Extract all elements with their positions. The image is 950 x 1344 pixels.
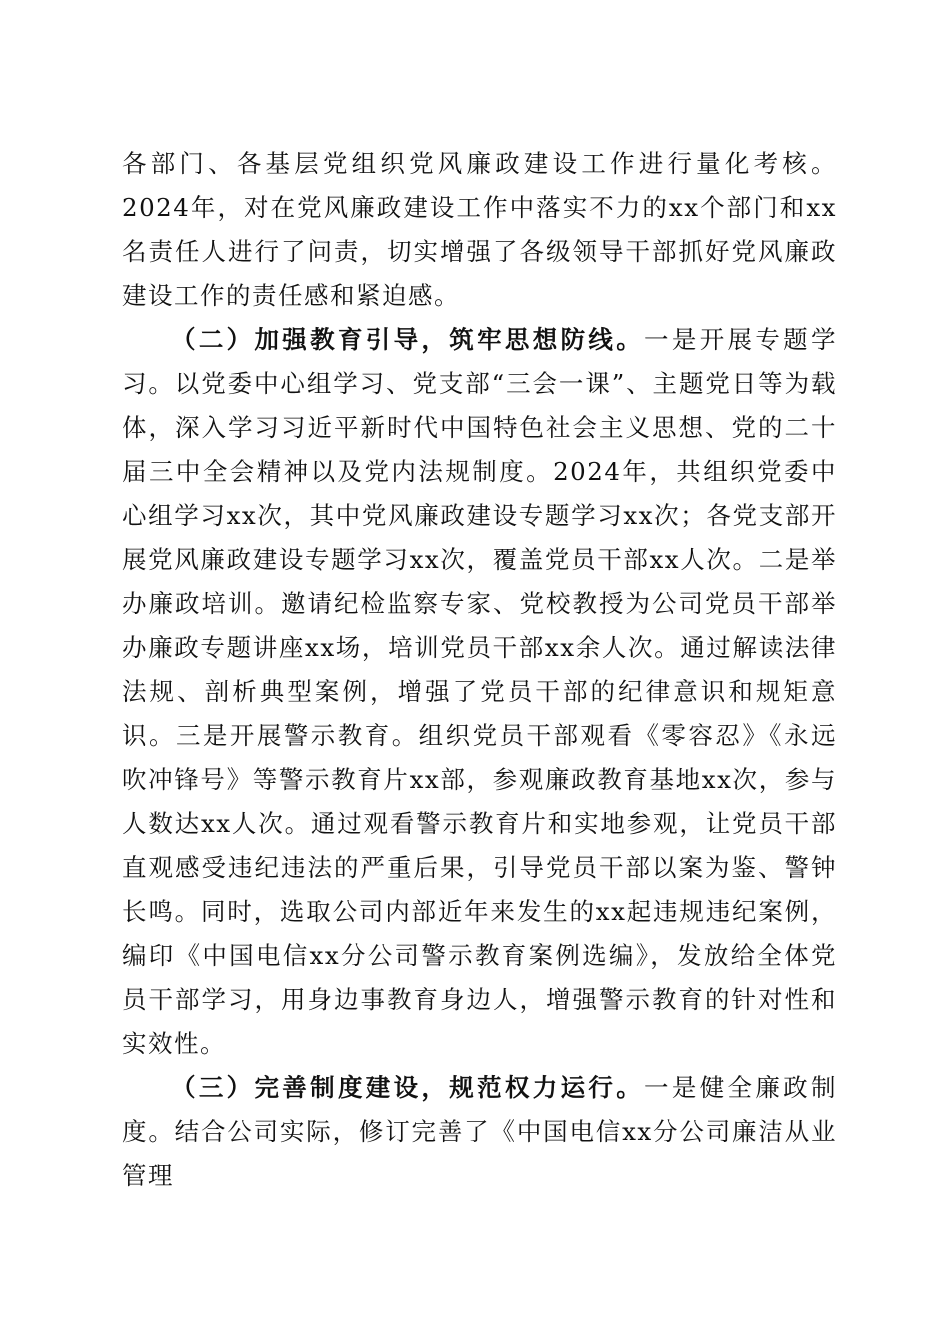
paragraph-1 bbox=[122, 142, 837, 318]
paragraph-2-heading: （二）加强教育引导，筑牢思想防线。 bbox=[171, 325, 645, 354]
paragraph-2 bbox=[122, 318, 837, 1066]
paragraph-2-text: 一是开展专题学习。以党委中心组学习、党支部“三会一课”、主题党日等为载体，深入学习习近平新时代中国特色社会主义思想、党的二十届三中全会精神以及党内法规制度。2024年，共组织党委中心组学习xx次，其中党风廉政建设专题学习xx次；各党支部开展党风廉政建设专题学习xx次，覆盖党员干部xx人次。二是举办廉政培训。邀请纪检监察专家、党校教授为公司党员干部举办廉政专题讲座xx场，培训党员干部xx余人次。通过解读法律法规、剖析典型案例，增强了党员干部的纪律意识和规矩意识。三是开展警示教育。组织党员干部观看《零容忍》《永远吹冲锋号》等警示教育片xx部，参观廉政教育基地xx次，参与人数达xx人次。通过观看警示教育片和实地参观，让党员干部直观感受违纪违法的严重后果，引导党员干部以案为鉴、警钟长鸣。同时，选取公司内部近年来发生的xx起违规违纪案例，编印《中国电信xx分公司警示教育案例选编》，发放给全体党员干部学习，用身边事教育身边人，增强警示教育的针对性和实效性。 bbox=[122, 325, 838, 1058]
paragraph-1-text: 各部门、各基层党组织党风廉政建设工作进行量化考核。2024年，对在党风廉政建设工作中落实不力的xx个部门和xx名责任人进行了问责，切实增强了各级领导干部抓好党风廉政建设工作的责任感和紧迫感。 bbox=[122, 149, 837, 310]
document-body bbox=[122, 142, 837, 1198]
paragraph-3 bbox=[122, 1066, 837, 1198]
paragraph-3-text: 一是健全廉政制度。结合公司实际，修订完善了《中国电信xx分公司廉洁从业管理 bbox=[122, 1073, 838, 1190]
paragraph-3-heading: （三）完善制度建设，规范权力运行。 bbox=[171, 1073, 645, 1102]
